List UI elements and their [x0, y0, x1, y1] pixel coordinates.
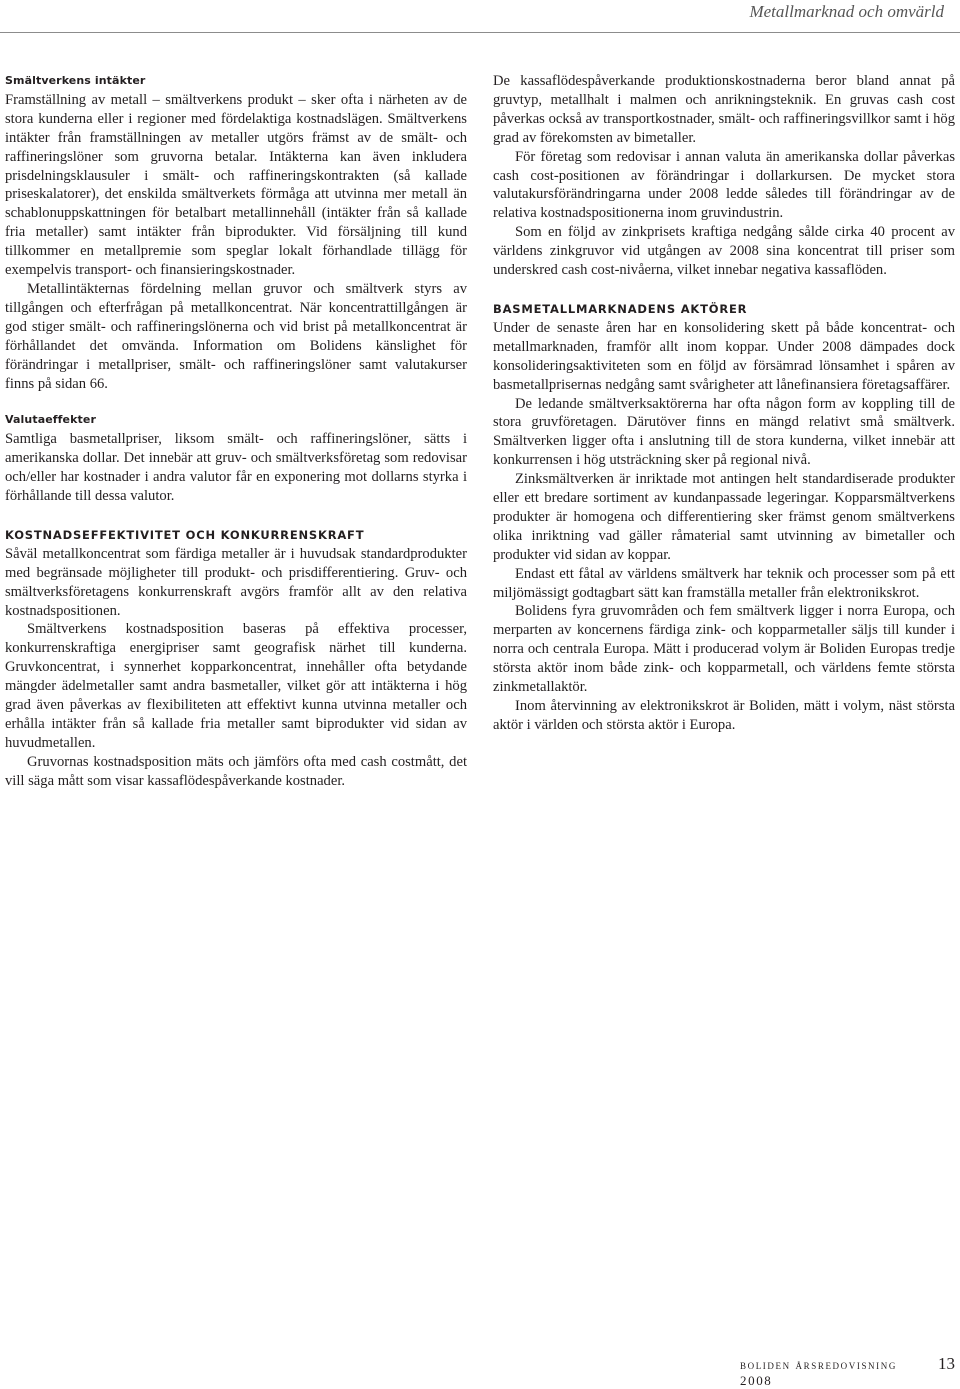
- paragraph: De kassaflödespåverkande produktionskostnaderna beror bland annat på gruvtyp, metallhalt i malmen och anrikningsteknik. En gruvas cash cost påverkas också av transportkostnader, smält- och raffineringsvillkor samt i hög grad av förekomsten av bimetaller.: [493, 73, 955, 146]
- paragraph: Endast ett fåtal av världens smältverk har teknik och processer som på ett miljömässigt godtagbart sätt kan framställa metaller från elektronikskrot.: [493, 565, 955, 601]
- section-heading-basmetallmarknadens-aktorer: BASMETALLMARKNADENS AKTÖRER: [493, 301, 748, 316]
- page-footer: [740, 1354, 955, 1389]
- paragraph: Såväl metallkoncentrat som färdiga metaller är i huvudsak standardprodukter med begränsade möjligheter till produkt- och prisdifferentiering. Gruv- och smältverksföretagens konkurrenskraft avgörs framför allt av den relativa kostnadspositionen.: [5, 545, 467, 619]
- right-column: [493, 72, 955, 735]
- paragraph: Metallintäkternas fördelning mellan gruvor och smältverk styrs av tillgången och efterfrågan på metallkoncentrat. När koncentrattillgången är god stiger smält- och raffineringslönerna och vid brist på metallkoncentrat är förhållandet det omvända. Information om Bolidens känslighet för förändringar i metallpriser, smält- och raffineringslöner samt valutakurser finns på sidan 66.: [5, 280, 467, 392]
- section-heading-valutaeffekter: Valutaeffekter: [5, 413, 96, 427]
- paragraph: Samtliga basmetallpriser, liksom smält- och raffineringslöner, sätts i amerikanska dollar. Det innebär att gruv- och smältverksföretag som redovisar och/eller har kostnader i andra valutor får en exponering mot dollarns styrka i förhållande till dessa valutor.: [5, 431, 467, 505]
- left-column: [5, 72, 467, 791]
- paragraph: Bolidens fyra gruvområden och fem smältverk ligger i norra Europa, och merparten av koncernens färdiga zink- och kopparmetaller säljs till kunder i norra och centrala Europa. Mätt i producerad volym är Boliden Europas tredje största aktör inom både zink- och kopparmetall, och världens femte största zinkmetallaktör.: [493, 603, 955, 696]
- running-header-title: Metallmarknad och omvärld: [749, 2, 944, 21]
- paragraph: För företag som redovisar i annan valuta än amerikanska dollar påverkas cash cost-positionen av förändringar i dollarkursen. De mycket stora valutakursförändringarna under 2008 ledde således till förändringar av de relativa kostnadspositionerna inom gruvindustrin.: [493, 148, 955, 222]
- paragraph: Framställning av metall – smältverkens produkt – sker ofta i närheten av de stora kunderna eller i regioner med fördelaktiga kostnadslägen. Smältverkens intäkter från framställningen av metaller utgörs främst av de smält- och raffineringslöner som gruvorna betalar. Intäkterna kan även inkludera prisdelningsklausuler i smält- och raffineringskontrakten (så kallade priseskalatorer), det enskilda smältverkets förmåga att utvinna mer metall än schablonuppskattningen för betalbart metallinnehåll (intäkter från så kallade fria metaller) samt intäkter från biprodukter. Vid försäljning till kund tillkommer en metallpremie som speglar lokalt förhandlade tillägg för exempelvis transport- och finansieringskostnader.: [5, 91, 467, 279]
- section-heading-smeltverkens-intakter: Smältverkens intäkter: [5, 74, 146, 87]
- footer-publication-title: boliden årsredovisning 2008: [740, 1357, 897, 1388]
- paragraph: Som en följd av zinkprisets kraftiga nedgång sålde cirka 40 procent av världens zinkgruvor vid utgången av 2008 sina koncentrat till priser som underskred cash cost-nivåerna, vilket innebar negativa kassaflöden.: [493, 224, 955, 279]
- paragraph: Gruvornas kostnadsposition mäts och jämförs ofta med cash costmått, det vill säga mått som visar kassaflödespåverkande kostnader.: [5, 753, 467, 789]
- paragraph: Inom återvinning av elektronikskrot är Boliden, mätt i volym, näst största aktör i världen och största aktör i Europa.: [493, 698, 955, 733]
- paragraph: Under de senaste åren har en konsolidering skett på både koncentrat- och metallmarknaden, framför allt inom koppar. Under 2008 dämpades dock konsolideringsaktiviteten som en följd av försämrad lönsamhet i spåren av basmetallprisernas nedgång samt svårigheter att lånefinansiera företagsaffärer.: [493, 319, 955, 393]
- paragraph: De ledande smältverksaktörerna har ofta någon form av koppling till de stora gruvföretagen. Därutöver finns en mängd relativt små smältverk. Smältverken ligger ofta i anslutning till de stora kunderna, vilket innebär att konkurrensen i hög utsträckning sker på regional nivå.: [493, 395, 955, 469]
- section-heading-kostnadseffektivitet: KOSTNADSEFFEKTIVITET OCH KONKURRENSKRAFT: [5, 527, 365, 542]
- paragraph: Zinksmältverken är inriktade mot antingen helt standardiserade produkter eller ett bredare sortiment av kundanpassade legeringar. Kopparsmältverkens produkter är homogena och differentiering sker främst genom smältverkens olika inriktning vad gäller råmaterial samt utvinning av bimetaller och produkter vid sidan av koppar.: [493, 471, 955, 563]
- paragraph: Smältverkens kostnadsposition baseras på effektiva processer, konkurrenskraftiga energipriser samt geografisk närhet till kunderna. Gruvkoncentrat, i synnerhet kopparkoncentrat, innehåller ofta betydande mängder ädelmetaller samt andra basmetaller, vilket gör att intäkterna i hög grad även påverkas av flexibiliteten att effektivt kunna utvinna metaller och erhålla intäkter från så kallade fria metaller samt biprodukter vid sidan av huvudmetallen.: [5, 621, 467, 751]
- header-rule: [0, 32, 960, 33]
- page-number: 13: [938, 1354, 955, 1373]
